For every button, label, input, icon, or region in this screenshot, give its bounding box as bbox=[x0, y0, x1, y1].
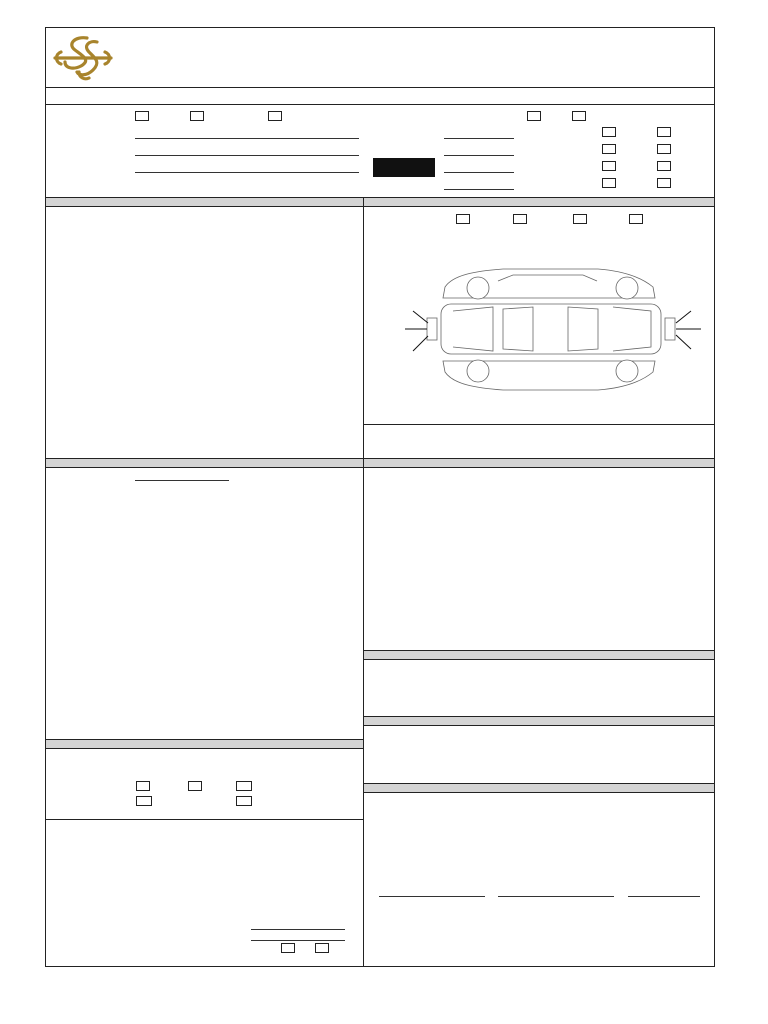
section-a-header bbox=[46, 197, 363, 207]
puspakom-done-checkbox[interactable] bbox=[527, 111, 541, 121]
manual-checkbox[interactable] bbox=[602, 127, 616, 137]
company-logo bbox=[51, 32, 115, 84]
section-b-header bbox=[46, 458, 363, 468]
reg-card-pending-checkbox[interactable] bbox=[268, 111, 282, 121]
not-working-checkbox[interactable] bbox=[236, 796, 252, 806]
engine-check-yes-checkbox[interactable] bbox=[281, 943, 295, 953]
form-title bbox=[46, 89, 714, 105]
working-checkbox[interactable] bbox=[136, 796, 152, 806]
key-yes-checkbox[interactable] bbox=[602, 161, 616, 171]
car-damage-diagram bbox=[383, 251, 703, 391]
reg-card-yes-checkbox[interactable] bbox=[135, 111, 149, 121]
form-header bbox=[46, 28, 714, 88]
auto-checkbox[interactable] bbox=[657, 127, 671, 137]
alarm-yes-checkbox[interactable] bbox=[602, 178, 616, 188]
accident-unit-checkbox[interactable] bbox=[629, 214, 643, 224]
alarm-no-checkbox[interactable] bbox=[657, 178, 671, 188]
engine-yes-checkbox[interactable] bbox=[136, 781, 150, 791]
towed-checkbox[interactable] bbox=[602, 144, 616, 154]
engine-check-no-checkbox[interactable] bbox=[315, 943, 329, 953]
specific-type-label bbox=[373, 158, 435, 177]
section-f-header bbox=[364, 650, 714, 660]
section-g-header bbox=[364, 716, 714, 726]
section-d-header bbox=[364, 197, 714, 207]
repossessed-signature-line bbox=[379, 896, 485, 897]
inspection-form bbox=[45, 27, 715, 967]
drive-checkbox[interactable] bbox=[657, 144, 671, 154]
engine-no-checkbox[interactable] bbox=[188, 781, 202, 791]
section-e-header bbox=[364, 458, 714, 468]
bad-checkbox[interactable] bbox=[573, 214, 587, 224]
puspakom-not-done-checkbox[interactable] bbox=[572, 111, 586, 121]
staff-signature-line bbox=[628, 896, 700, 897]
section-c-header bbox=[46, 739, 363, 749]
dismantled-checkbox[interactable] bbox=[236, 781, 252, 791]
reg-card-no-checkbox[interactable] bbox=[190, 111, 204, 121]
storekeeper-signature-line bbox=[498, 896, 614, 897]
good-checkbox[interactable] bbox=[456, 214, 470, 224]
fair-checkbox[interactable] bbox=[513, 214, 527, 224]
section-h-header bbox=[364, 783, 714, 793]
key-no-checkbox[interactable] bbox=[657, 161, 671, 171]
